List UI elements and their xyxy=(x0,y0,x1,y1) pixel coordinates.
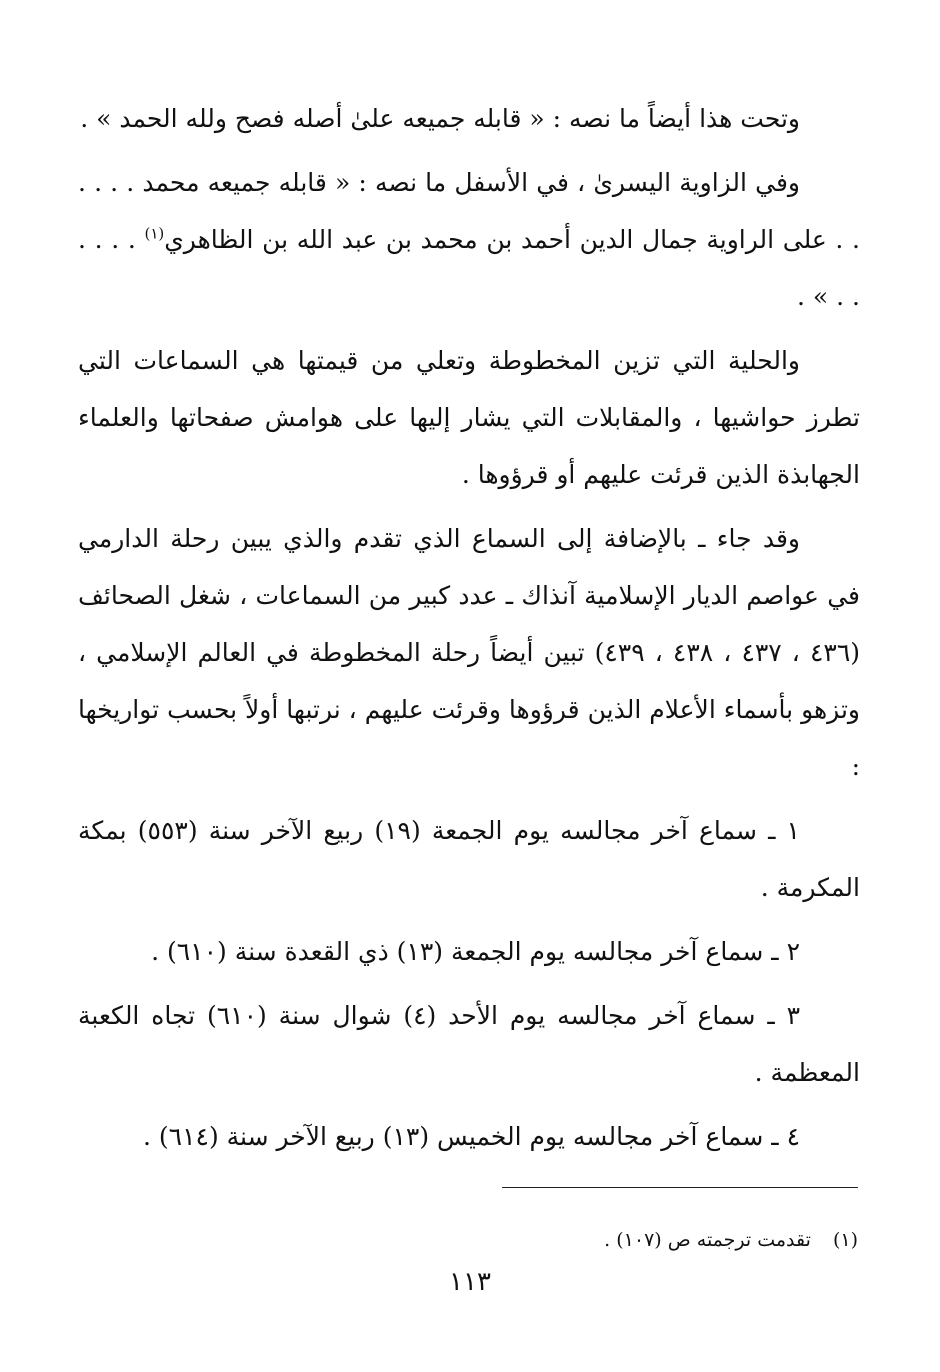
paragraph-1: وتحت هذا أيضاً ما نصه : « قابله جميعه علىٰ أصله فصح ولله الحمد » . xyxy=(80,104,800,133)
list-item: ٤ ـ سماع آخر مجالسه يوم الخميس (١٣) ربيع الآخر سنة (٦١٤) . xyxy=(142,1122,800,1151)
paragraph-4: وقد جاء ـ بالإضافة إلى السماع الذي تقدم والذي يبين رحلة الدارمي في عواصم الديار الإسلامية آنذاك ـ عدد كبير من السماعات ، شغل الصحائف (٤٣٦ ، ٤٣٧ ، ٤٣٨ ، ٤٣٩) تبين أيضاً رحلة المخطوطة في العالم الإسلامي ، وتزهو بأسماء الأعلام الذين قرؤوها وقرئت عليهم ، نرتبها أولاً بحسب تواريخها : xyxy=(78,524,861,781)
footnote-number: (١) xyxy=(832,1229,858,1251)
page-body xyxy=(78,90,860,1172)
footnote-text: تقدمت ترجمته ص (١٠٧) . xyxy=(604,1229,811,1251)
paragraph-3: والحلية التي تزين المخطوطة وتعلي من قيمتها هي السماعات التي تطرز حواشيها ، والمقابلات التي يشار إليها على هوامش صفحاتها والعلماء الجهابذة الذين قرئت عليهم أو قرؤوها . xyxy=(78,346,860,489)
list-item: ٣ ـ سماع آخر مجالسه يوم الأحد (٤) شوال سنة (٦١٠) تجاه الكعبة المعظمة . xyxy=(78,1001,860,1087)
paragraph-2 xyxy=(78,154,860,325)
footnote-divider xyxy=(502,1187,858,1188)
list-item: ١ ـ سماع آخر مجالسه يوم الجمعة (١٩) ربيع الآخر سنة (٥٥٣) بمكة المكرمة . xyxy=(78,816,860,902)
footnote xyxy=(78,1222,858,1258)
paragraph-2-tail: . . . . . . » . xyxy=(78,225,860,311)
list-item: ٢ ـ سماع آخر مجالسه يوم الجمعة (١٣) ذي القعدة سنة (٦١٠) . xyxy=(151,937,800,966)
paragraph-2-text: وفي الزاوية اليسرىٰ ، في الأسفل ما نصه : « قابله جميعه محمد . . . . . . على الراوية جمال الدين أحمد بن محمد بن عبد الله بن الظاهري xyxy=(78,168,860,254)
page-number: ١١٣ xyxy=(449,1267,491,1297)
footnote-reference[interactable]: (١) xyxy=(144,224,165,243)
